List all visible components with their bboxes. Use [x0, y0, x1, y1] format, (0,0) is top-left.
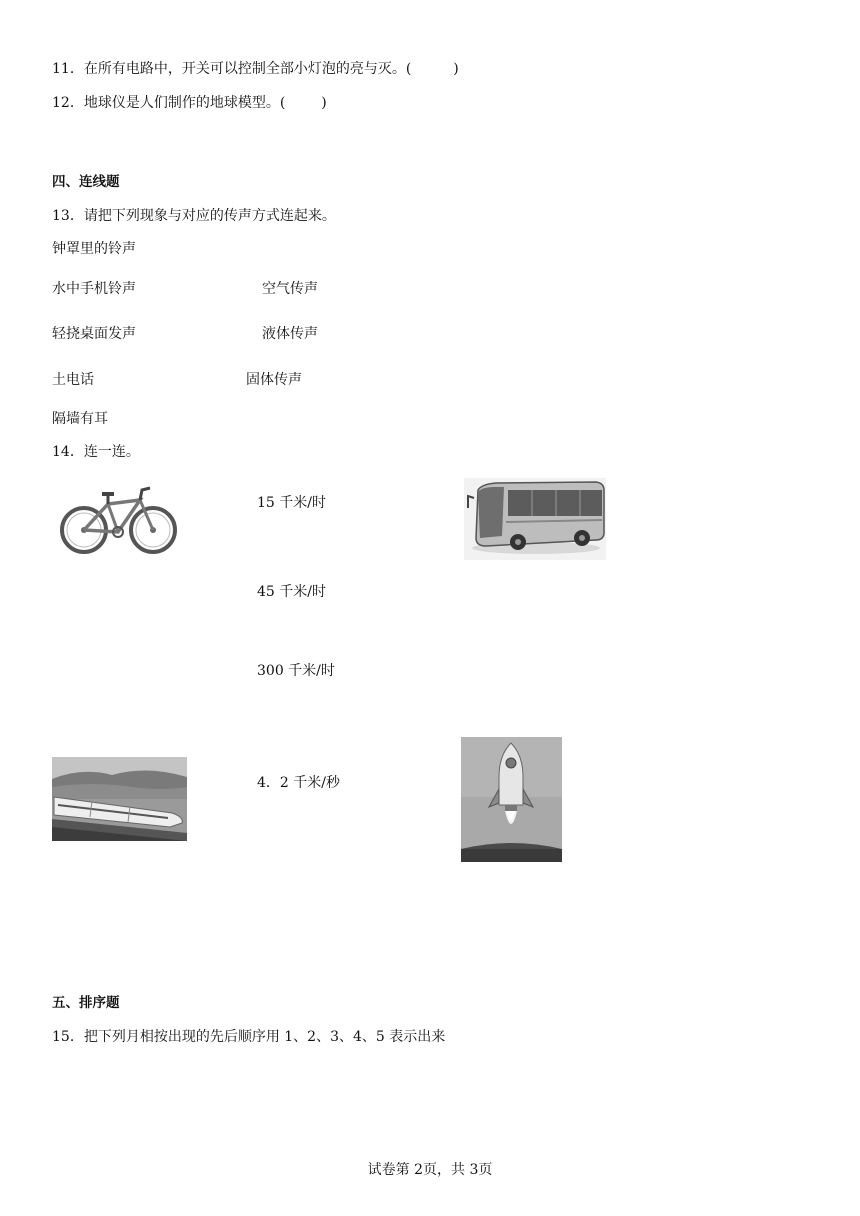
speed-option[interactable]: 300 千米/时 [257, 663, 335, 679]
question-number: 13． [52, 208, 84, 224]
question-number: 12． [52, 95, 84, 111]
section-title-matching: 四、连线题 [52, 174, 120, 190]
bus-image[interactable] [464, 478, 606, 560]
phenomenon-item[interactable]: 土电话 [52, 372, 94, 388]
question-number: 15． [52, 1029, 84, 1045]
question-12: 12．地球仪是人们制作的地球模型。( ) [52, 95, 327, 111]
page-footer: 试卷第 2页，共 3页 [367, 1162, 493, 1178]
question-11: 11．在所有电路中，开关可以控制全部小灯泡的亮与灭。( ) [52, 61, 459, 77]
question-14-prompt: 14．连一连。 [52, 444, 140, 460]
method-item[interactable]: 空气传声 [262, 281, 318, 297]
bicycle-image[interactable] [56, 480, 180, 560]
phenomenon-item[interactable]: 隔墙有耳 [52, 411, 108, 427]
phenomenon-item[interactable]: 轻挠桌面发声 [52, 326, 136, 342]
question-13-prompt: 13．请把下列现象与对应的传声方式连起来。 [52, 208, 336, 224]
method-item[interactable]: 液体传声 [262, 326, 318, 342]
phenomenon-item[interactable]: 钟罩里的铃声 [52, 241, 136, 257]
speed-option[interactable]: 45 千米/时 [257, 584, 326, 600]
high-speed-train-image[interactable] [52, 757, 187, 841]
question-number: 11． [52, 61, 84, 77]
question-15-prompt: 15．把下列月相按出现的先后顺序用 1、2、3、4、5 表示出来 [52, 1029, 446, 1045]
speed-option[interactable]: 4．2 千米/秒 [257, 775, 340, 791]
question-text: 地球仪是人们制作的地球模型。( [83, 95, 286, 111]
section-title-ordering: 五、排序题 [52, 995, 120, 1011]
question-number: 14． [52, 444, 84, 460]
speed-option[interactable]: 15 千米/时 [257, 495, 326, 511]
method-item[interactable]: 固体传声 [246, 372, 302, 388]
phenomenon-item[interactable]: 水中手机铃声 [52, 281, 136, 297]
rocket-image[interactable] [461, 737, 562, 862]
question-text: 在所有电路中，开关可以控制全部小灯泡的亮与灭。( [83, 61, 412, 77]
